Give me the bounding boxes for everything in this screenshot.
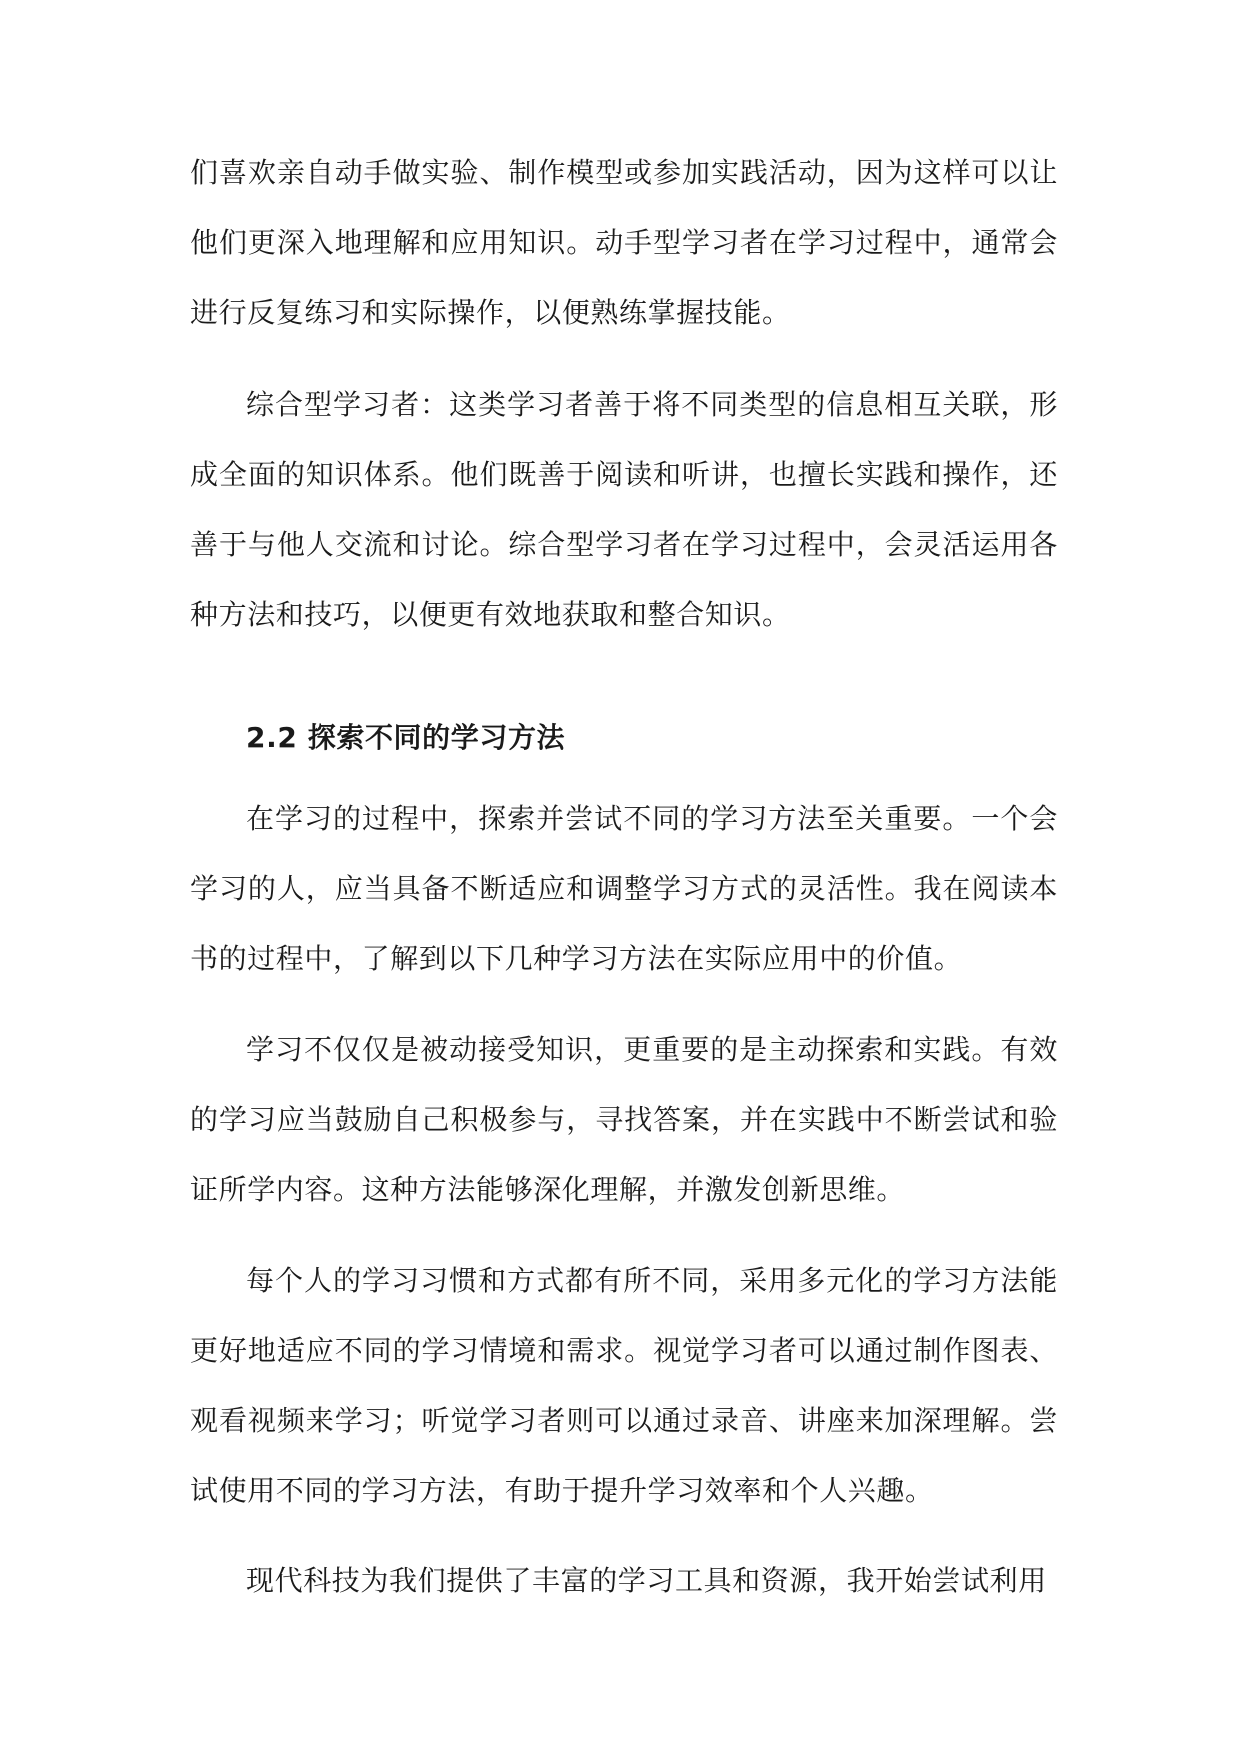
paragraph-modern-technology: 现代科技为我们提供了丰富的学习工具和资源，我开始尝试利用: [246, 1564, 1047, 1597]
paragraph-explore-methods: 在学习的过程中，探索并尝试不同的学习方法至关重要。一个会学习的人，应当具备不断适应和调整学习方式的灵活性。我在阅读本书的过程中，了解到以下几种学习方法在实际应用中的价值。: [190, 802, 1058, 975]
paragraph-active-exploration: 学习不仅仅是被动接受知识，更重要的是主动探索和实践。有效的学习应当鼓励自己积极参与，寻找答案，并在实践中不断尝试和验证所学内容。这种方法能够深化理解，并激发创新思维。: [190, 1033, 1058, 1206]
section-heading: 2.2 探索不同的学习方法: [246, 721, 566, 754]
paragraph-hands-on-learner-continued: 们喜欢亲自动手做实验、制作模型或参加实践活动，因为这样可以让他们更深入地理解和应用知识。动手型学习者在学习过程中，通常会进行反复练习和实际操作，以便熟练掌握技能。: [190, 156, 1058, 329]
paragraph-diverse-methods: 每个人的学习习惯和方式都有所不同，采用多元化的学习方法能更好地适应不同的学习情境和需求。视觉学习者可以通过制作图表、观看视频来学习；听觉学习者则可以通过录音、讲座来加深理解。尝试使用不同的学习方法，有助于提升学习效率和个人兴趣。: [190, 1264, 1058, 1507]
paragraph-comprehensive-learner: 综合型学习者：这类学习者善于将不同类型的信息相互关联，形成全面的知识体系。他们既善于阅读和听讲，也擅长实践和操作，还善于与他人交流和讨论。综合型学习者在学习过程中，会灵活运用各种方法和技巧，以便更有效地获取和整合知识。: [190, 388, 1058, 631]
